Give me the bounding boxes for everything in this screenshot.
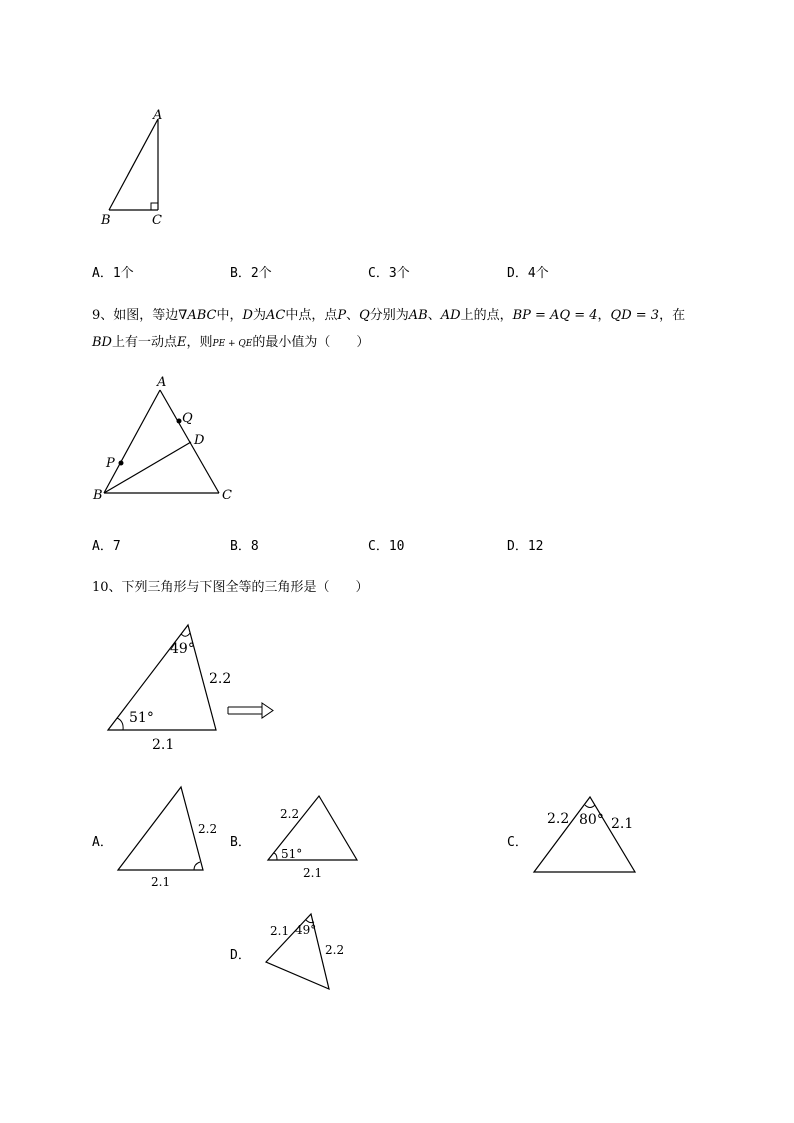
q9-figure (88, 372, 248, 507)
q8-label-b: B (101, 213, 111, 228)
q9-stem-line2 (92, 331, 369, 350)
q9-var-e: E (177, 335, 187, 350)
q8-option-a: A．1个 (92, 266, 134, 281)
point-q (177, 419, 182, 424)
q9-equation-1: BP = AQ = 4 (512, 308, 598, 323)
opt-c-angle: 80° (579, 812, 604, 828)
q8-label-a: A (153, 108, 163, 123)
q9-number: 9 (92, 308, 101, 323)
q9-text: 中， (216, 308, 243, 323)
q9-text: 、 (346, 308, 360, 323)
q9-option-b: B．8 (230, 539, 259, 554)
triangle-symbol: ∇ (178, 308, 188, 323)
q9-text: 为 (252, 308, 266, 323)
q8-label-c: C (152, 213, 162, 228)
opt-d-angle: 49° (295, 923, 317, 937)
q9-var-bd: BD (92, 335, 112, 350)
q9-text: ， (597, 308, 611, 323)
q9-option-c: C．10 (368, 539, 405, 554)
opt-a-side-right: 2.2 (198, 822, 218, 836)
q10-option-a-label: A． (92, 835, 113, 850)
main-side-right: 2.2 (209, 671, 232, 687)
opt-c-side-right: 2.1 (611, 816, 634, 832)
q9-label-b: B (93, 488, 103, 503)
q9-text: ，在 (659, 308, 686, 323)
q10-option-b-figure (260, 790, 365, 885)
q9-text: ，则 (186, 335, 213, 350)
opt-c-side-left: 2.2 (547, 811, 570, 827)
q9-text: 上的点， (460, 308, 513, 323)
q8-option-d: D．4个 (507, 266, 549, 281)
q9-text: 上有一动点 (111, 335, 177, 350)
q9-stem-line1 (92, 304, 685, 323)
arrow-right-icon (262, 703, 273, 718)
main-angle-top: 49° (170, 641, 195, 657)
main-side-bottom: 2.1 (152, 737, 175, 753)
q9-text: 中点，点 (285, 308, 338, 323)
q9-label-d: D (194, 433, 205, 448)
opt-d-side-right: 2.2 (325, 943, 345, 957)
opt-b-side-left: 2.2 (280, 807, 300, 821)
q9-var-ac: AC (265, 308, 286, 323)
opt-b-angle: 51° (281, 847, 303, 861)
q9-option-d: D．12 (507, 539, 544, 554)
q8-option-c: C．3个 (368, 266, 410, 281)
q9-equation-2: QD = 3 (610, 308, 660, 323)
opt-d-side-left: 2.1 (270, 924, 290, 938)
q9-text: 、 (427, 308, 441, 323)
opt-b-side-bottom: 2.1 (303, 866, 323, 880)
q9-label-q: Q (182, 411, 193, 426)
main-angle-left: 51° (129, 710, 154, 726)
q9-text: 分别为 (369, 308, 409, 323)
q10-option-d-label: D． (230, 948, 251, 963)
q10-option-c-label: C． (507, 835, 528, 850)
point-p (119, 461, 124, 466)
q9-var-ab: AB (408, 308, 428, 323)
q9-expression: PE + QE (212, 339, 253, 349)
q9-var-p: P (337, 308, 347, 323)
q10-main-figure (100, 615, 285, 755)
q8-figure (95, 105, 175, 230)
q10-option-c-figure (528, 790, 648, 880)
q10-stem: 10、下列三角形与下图全等的三角形是（ ） (92, 580, 369, 595)
opt-a-side-bottom: 2.1 (151, 875, 171, 889)
q10-option-a-figure (110, 780, 225, 892)
q9-var-d: D (242, 308, 253, 323)
q8-option-b: B．2个 (230, 266, 272, 281)
q9-label-a: A (157, 375, 167, 390)
q10-option-b-label: B． (230, 835, 251, 850)
q10-option-d-figure (260, 905, 355, 1000)
q9-var-ad: AD (440, 308, 461, 323)
q9-label-c: C (222, 488, 232, 503)
q9-label-p: P (106, 456, 115, 471)
q9-triangle-name: ABC (187, 308, 217, 323)
q9-text: 的最小值为（ ） (252, 335, 370, 350)
q9-var-q: Q (359, 308, 370, 323)
q9-option-a: A．7 (92, 539, 121, 554)
q9-text: 、如图，等边 (100, 308, 179, 323)
